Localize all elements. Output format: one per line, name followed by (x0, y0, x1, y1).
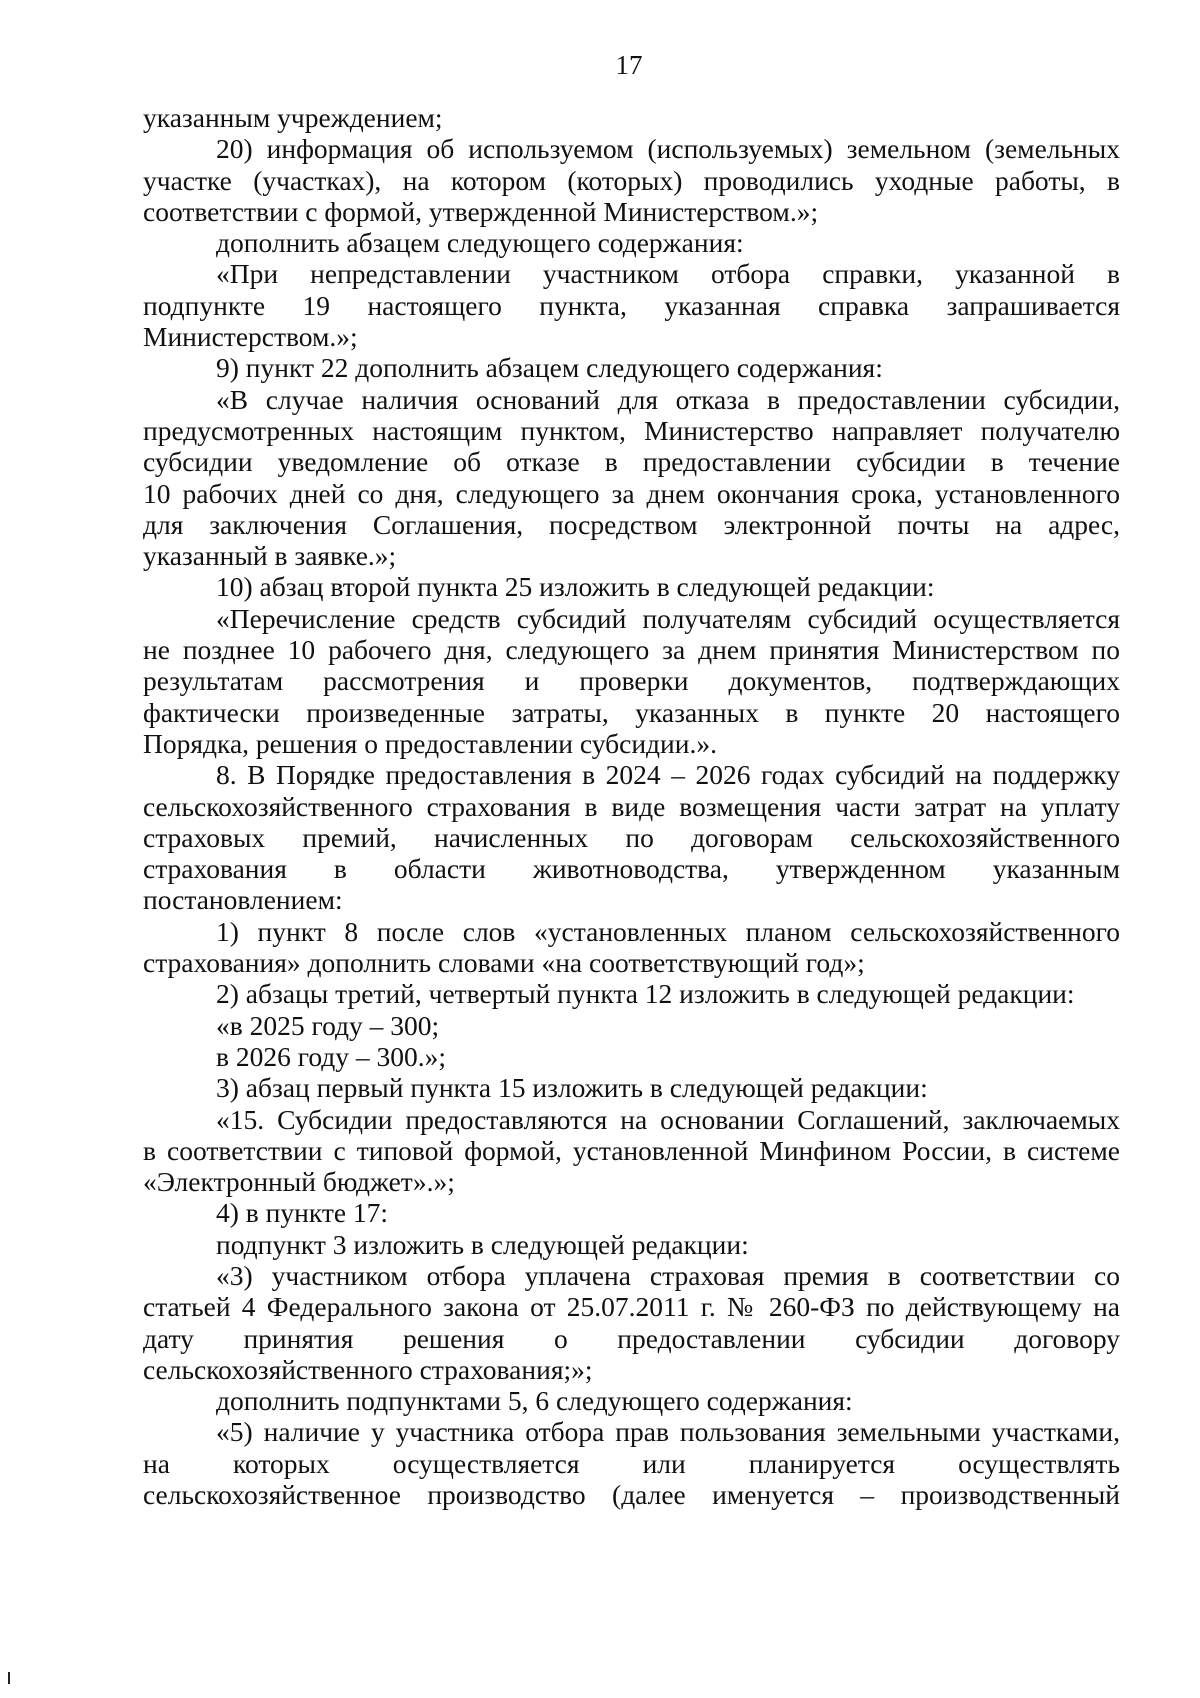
text-line: 10) абзац второй пункта 25 изложить в следующей редакции: (216, 571, 935, 603)
text-line: сельскохозяйственное производство (далее именуется – производственный (143, 1479, 1120, 1511)
text-line: страхования» дополнить словами «на соответствующий год»; (143, 947, 865, 979)
text-line: соответствии с формой, утвержденной Министерством.»; (143, 195, 819, 227)
text-line: 2) абзацы третий, четвертый пункта 12 изложить в следующей редакции: (216, 978, 1075, 1010)
text-line: указанным учреждением; (143, 102, 443, 133)
text-line: для заключения Соглашения, посредством электронной почты на адрес, (143, 508, 1120, 540)
text-line: субсидии уведомление об отказе в предоставлении субсидии в течение (143, 446, 1120, 478)
text-line: 4) в пункте 17: (216, 1197, 389, 1229)
text-line: на которых осуществляется или планируется осуществлять (143, 1447, 1120, 1479)
text-line: постановлением: (143, 884, 343, 916)
text-line: 1) пункт 8 после слов «установленных планом сельскохозяйственного (216, 915, 1120, 947)
text-line: предусмотренных настоящим пунктом, Министерство направляет получателю (143, 414, 1120, 446)
text-line: подпункт 3 изложить в следующей редакции: (216, 1228, 749, 1260)
text-line: страховых премий, начисленных по договорам сельскохозяйственного (143, 821, 1120, 853)
text-line: дополнить подпунктами 5, 6 следующего содержания: (216, 1385, 853, 1417)
text-line: «5) наличие у участника отбора прав пользования земельными участками, (216, 1416, 1120, 1448)
text-line: «3) участником отбора уплачена страховая премия в соответствии со (216, 1259, 1120, 1291)
text-line: «Электронный бюджет».»; (143, 1166, 455, 1198)
text-line: Министерством.»; (143, 321, 358, 353)
document-body (143, 102, 1120, 1510)
text-line: участке (участках), на котором (которых) проводились уходные работы, в (143, 164, 1120, 196)
scan-margin-mark (8, 1672, 10, 1684)
text-line: подпункте 19 настоящего пункта, указанная справка запрашивается (143, 289, 1120, 321)
text-line: дату принятия решения о предоставлении субсидии договору (143, 1322, 1120, 1354)
text-line: в соответствии с типовой формой, установленной Минфином России, в системе (143, 1134, 1120, 1166)
text-line: в 2026 году – 300.»; (216, 1040, 447, 1072)
text-line: 9) пункт 22 дополнить абзацем следующего содержания: (216, 352, 883, 384)
text-line: «При непредставлении участником отбора справки, указанной в (216, 258, 1120, 290)
page-number: 17 (615, 50, 643, 80)
text-line: Порядка, решения о предоставлении субсидии.». (143, 727, 717, 759)
text-line: статьей 4 Федерального закона от 25.07.2011 г. № 260-ФЗ по действующему на (143, 1291, 1120, 1323)
text-line: указанный в заявке.»; (143, 540, 397, 572)
text-line: не позднее 10 рабочего дня, следующего за днем принятия Министерством по (143, 634, 1120, 666)
text-line: «Перечисление средств субсидий получателям субсидий осуществляется (216, 602, 1120, 634)
text-line: «в 2025 году – 300; (216, 1009, 440, 1041)
text-line: сельскохозяйственного страхования в виде возмещения части затрат на уплату (143, 790, 1120, 822)
text-line: «15. Субсидии предоставляются на основании Соглашений, заключаемых (216, 1103, 1120, 1135)
text-line: результатам рассмотрения и проверки документов, подтверждающих (143, 665, 1120, 697)
text-line: дополнить абзацем следующего содержания: (216, 227, 744, 259)
text-line: 3) абзац первый пункта 15 изложить в следующей редакции: (216, 1072, 928, 1104)
text-line: 10 рабочих дней со дня, следующего за днем окончания срока, установленного (143, 477, 1120, 509)
text-line: 8. В Порядке предоставления в 2024 – 2026 годах субсидий на поддержку (216, 759, 1120, 791)
text-line: фактически произведенные затраты, указанных в пункте 20 настоящего (143, 696, 1120, 728)
text-line: страхования в области животноводства, утвержденном указанным (143, 853, 1120, 885)
text-line: сельскохозяйственного страхования;»; (143, 1353, 593, 1385)
text-line: 20) информация об используемом (используемых) земельном (земельных (216, 133, 1120, 165)
text-line: «В случае наличия оснований для отказа в предоставлении субсидии, (216, 383, 1120, 415)
